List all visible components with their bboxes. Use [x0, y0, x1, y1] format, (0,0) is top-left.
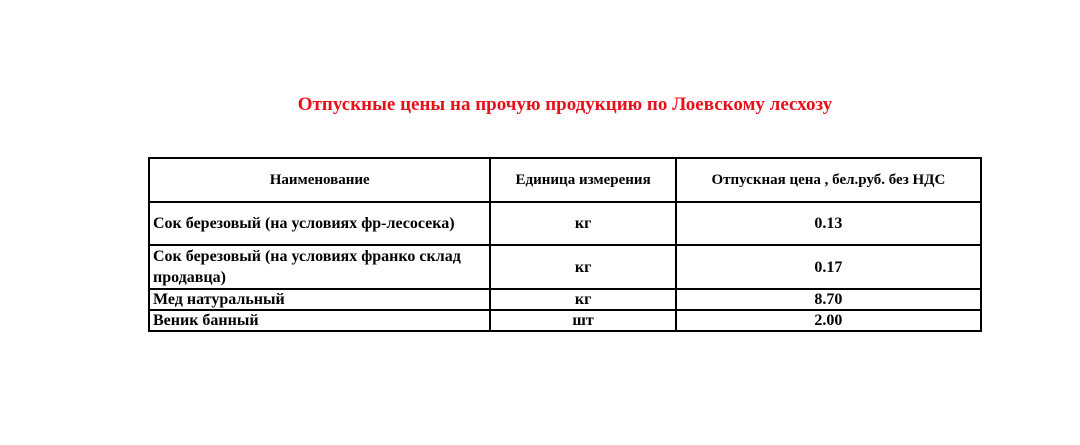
product-unit: шт [490, 310, 675, 331]
table-header-row [149, 158, 981, 202]
price-table [148, 157, 982, 332]
product-price: 0.13 [676, 202, 981, 245]
product-name: Веник банный [149, 310, 490, 331]
table-row [149, 289, 981, 310]
product-price: 0.17 [676, 245, 981, 289]
product-price: 2.00 [676, 310, 981, 331]
product-unit: кг [490, 289, 675, 310]
product-unit: кг [490, 245, 675, 289]
column-header-unit: Единица измерения [490, 158, 675, 202]
table-row [149, 245, 981, 289]
table-row [149, 310, 981, 331]
table-row [149, 202, 981, 245]
product-unit: кг [490, 202, 675, 245]
product-name: Мед натуральный [149, 289, 490, 310]
column-header-name: Наименование [149, 158, 490, 202]
product-name: Сок березовый (на условиях франко склад продавца) [149, 245, 490, 289]
product-price: 8.70 [676, 289, 981, 310]
product-name: Сок березовый (на условиях фр-лесосека) [149, 202, 490, 245]
column-header-price: Отпускная цена , бел.руб. без НДС [676, 158, 981, 202]
page-title: Отпускные цены на прочую продукцию по Лоевскому лесхозу [297, 94, 833, 115]
